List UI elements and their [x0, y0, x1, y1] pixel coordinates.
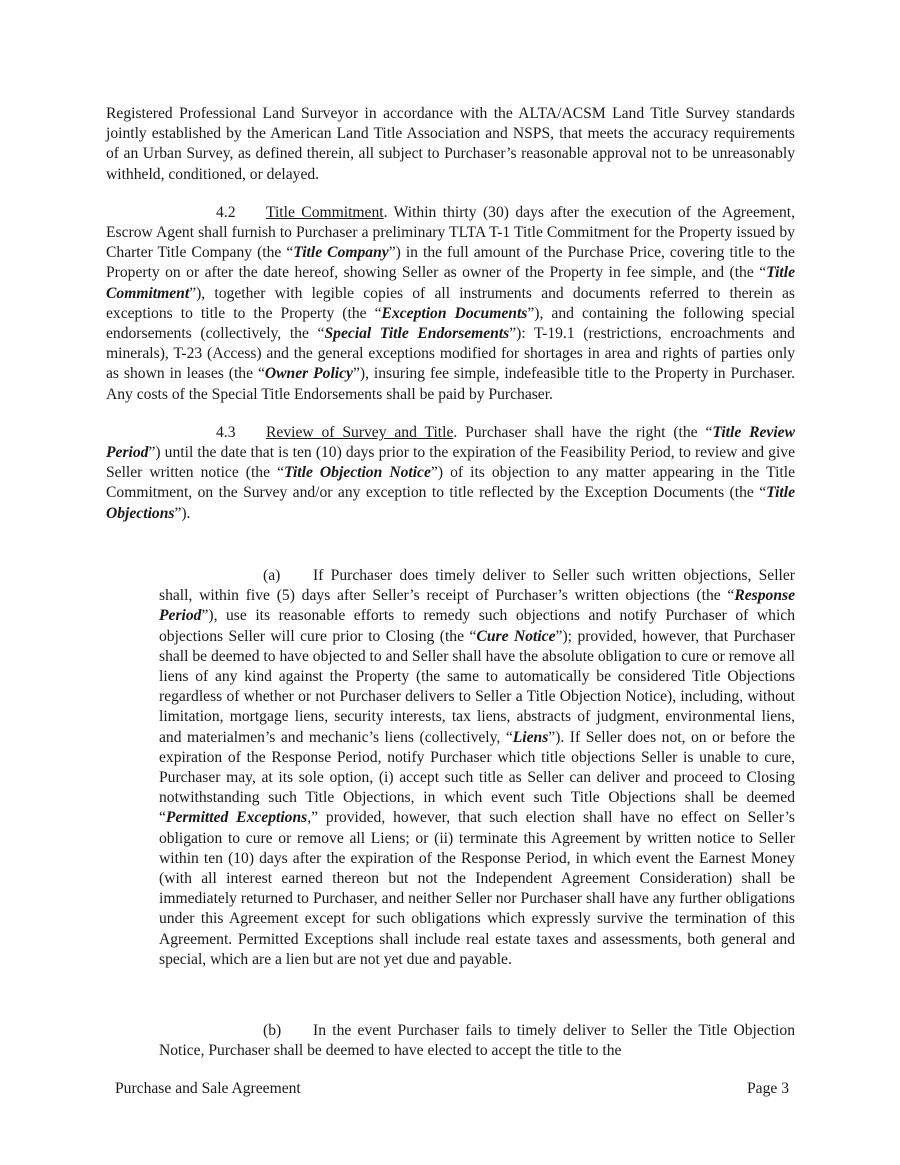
defined-term: Response Period — [159, 587, 795, 625]
section-heading: Review of Survey and Title — [266, 423, 454, 441]
defined-term: Owner Policy — [264, 365, 353, 383]
footer-page-number: Page 3 — [746, 1080, 789, 1097]
subsection-a: (a) If Purchaser does timely deliver to Seller such written objections, Seller shall, within five (5) days after Seller’s receipt of Purchaser’s written objections (the “Response Period”), use its reasonable efforts to remedy such objections and notify Purchaser of which objections Seller will cure prior to Closing (the “Cure Notice”); provided, however, that Purchaser shall be deemed to have objected to and Seller shall have the absolute obligation to cure or remove all liens of any kind against the Property (the same to automatically be considered Title Objections regardless of whether or not Purchaser delivers to Seller a Title Objection Notice), including, without limitation, mortgage liens, security interests, tax liens, abstracts of judgment, environmental liens, and materialmen’s and mechanic’s liens (collectively, “Liens”). If Seller does not, on or before the expiration of the Response Period, notify Purchaser which title objections Seller is unable to cure, Purchaser may, at its sole option, (i) accept such title as Seller can deliver and proceed to Closing notwithstanding such Title Objections, in which event such Title Objections shall be deemed “Permitted Exceptions,” provided, however, that such election shall have no effect on Seller’s obligation to cure or remove all Liens; or (ii) terminate this Agreement by written notice to Seller within ten (10) days after the expiration of the Response Period, in which event the Earnest Money (with all interest earned thereon but not the Independent Agreement Consideration) shall be immediately returned to Purchaser, and neither Seller nor Purchaser shall have any further obligations under this Agreement except for such obligations which expressly survive the termination of this Agreement. Permitted Exceptions shall include real estate taxes and assessments, both general and special, which are a lien but are not yet due and payable. — [159, 567, 795, 968]
defined-term: Permitted Exceptions — [165, 809, 308, 827]
defined-term: Liens — [512, 728, 549, 746]
defined-term: Title Objections — [106, 484, 795, 522]
section-4-2-title-commitment: 4.2 Title Commitment. Within thirty (30) days after the execution of the Agreement, Escrow Agent shall furnish to Purchaser a preliminary TLTA T-1 Title Commitment for the Property issued by Charter Title Company (the “Title Company”) in the full amount of the Purchase Price, covering title to the Property on or after the date hereof, showing Seller as owner of the Property in fee simple, and (the “Title Commitment”), together with legible copies of all instruments and documents referred to therein as exceptions to title to the Property (the “Exception Documents”), and containing the following special endorsements (collectively, the “Special Title Endorsements”): T-19.1 (restrictions, encroachments and minerals), T-23 (Access) and the general exceptions modified for shortages in area and rights of parties only as shown in leases (the “Owner Policy”), insuring fee simple, indefeasible title to the Property in Purchaser. Any costs of the Special Title Endorsements shall be paid by Purchaser. — [106, 203, 795, 403]
section-4-3-review-survey-title: 4.3 Review of Survey and Title. Purchaser shall have the right (the “Title Review Period”) until the date that is ten (10) days prior to the expiration of the Feasibility Period, to review and give Seller written notice (the “Title Objection Notice”) of its objection to any matter appearing in the Title Commitment, on the Survey and/or any exception to title reflected by the Exception Documents (the “Title Objections”). — [106, 423, 796, 522]
subsection-label: (a) — [263, 567, 281, 584]
defined-term: Title Review Period — [106, 423, 796, 462]
paragraph-survey-continuation: Registered Professional Land Surveyor in accordance with the ALTA/ACSM Land Title Survey standards jointly established by the American Land Title Association and NSPS, that meets the accuracy requirements of an Urban Survey, as defined therein, all subject to Purchaser’s reasonable approval not to be unreasonably withheld, conditioned, or delayed. — [106, 105, 795, 183]
section-heading: Title Commitment — [266, 203, 384, 221]
section-number: 4.3 — [216, 423, 236, 441]
defined-term: Cure Notice — [476, 627, 556, 645]
subsection-label: (b) — [263, 1022, 282, 1039]
defined-term: Title Objection Notice — [284, 464, 431, 482]
document-body — [106, 104, 795, 524]
defined-term: Exception Documents — [381, 304, 528, 322]
defined-term: Title Company — [293, 244, 389, 262]
footer-document-title: Purchase and Sale Agreement — [115, 1080, 301, 1097]
subsection-b: (b) In the event Purchaser fails to timely deliver to Seller the Title Objection Notice, Purchaser shall be deemed to have elected to accept the title to the — [159, 1022, 795, 1060]
defined-term: Special Title Endorsements — [324, 325, 510, 343]
defined-term: Title Commitment — [106, 264, 795, 302]
section-number: 4.2 — [216, 203, 236, 221]
